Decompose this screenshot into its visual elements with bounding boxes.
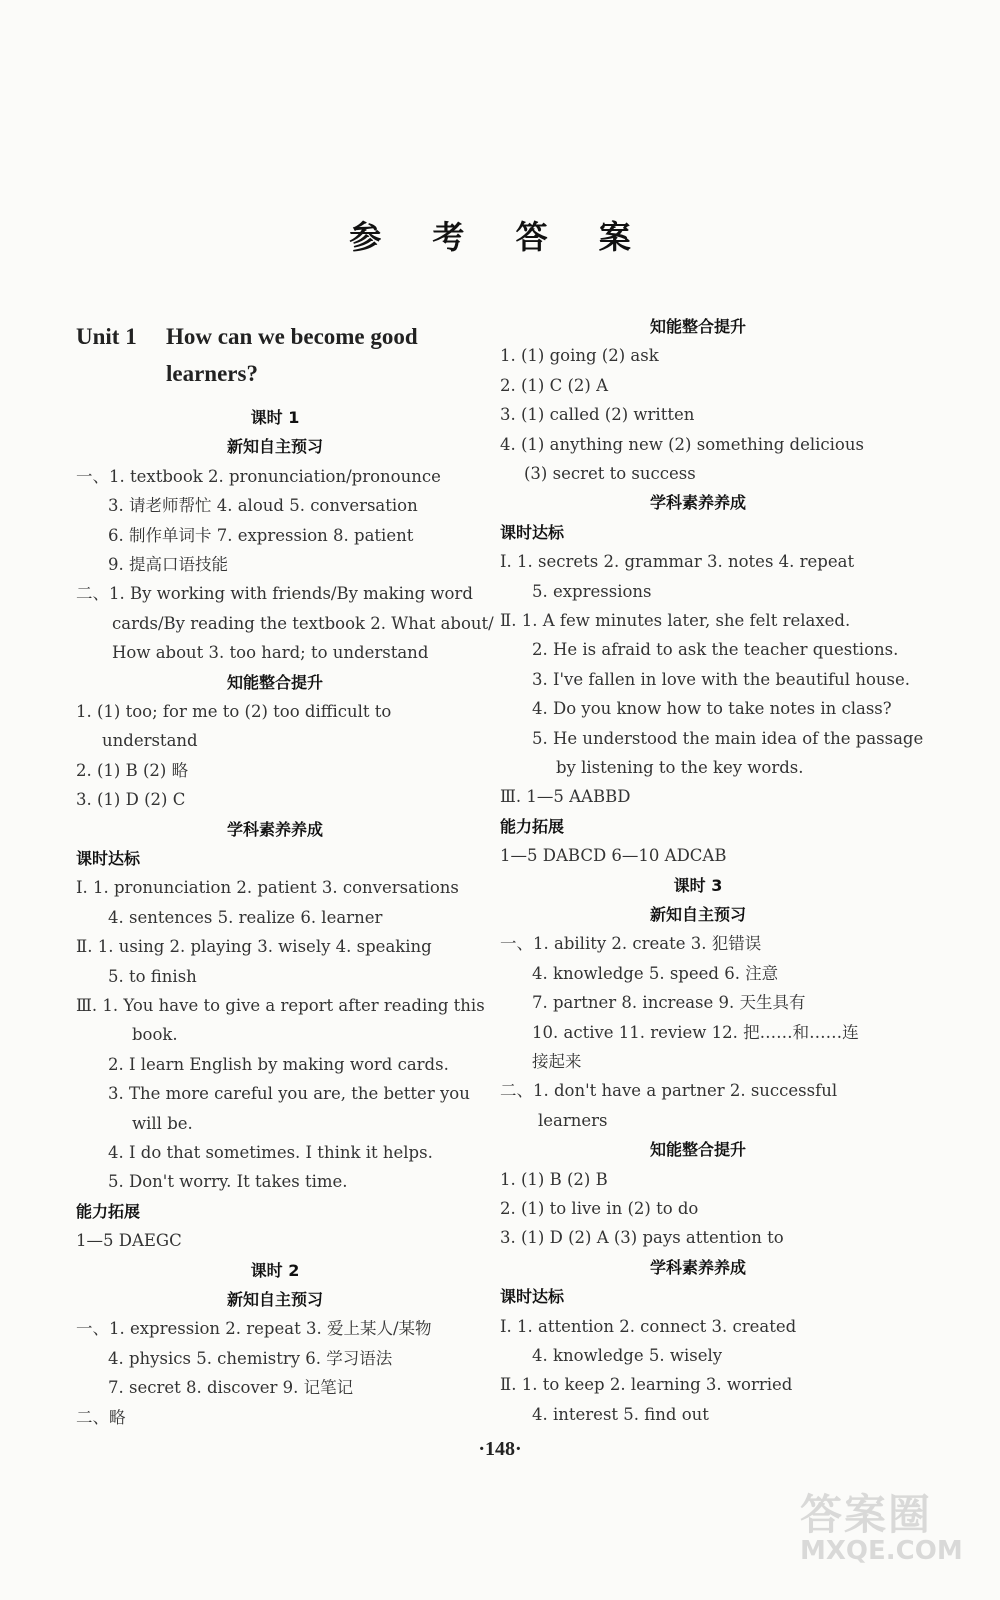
answer-line: 7. partner 8. increase 9. 天生具有 (532, 993, 806, 1013)
unit-title-line2: learners? (166, 361, 258, 386)
answer-line: 6. 制作单词卡 7. expression 8. patient (108, 525, 414, 545)
answer-line: 3. (1) called (2) written (500, 405, 695, 425)
answer-line: 3. The more careful you are, the better you (108, 1084, 470, 1104)
answer-line: 一、1. expression 2. repeat 3. 爱上某人/某物 (76, 1319, 432, 1339)
section-heading: 课时达标 (500, 1287, 565, 1307)
answer-line: Ⅰ. 1. pronunciation 2. patient 3. conversations (76, 878, 459, 898)
section-heading: 学科素养养成 (649, 493, 746, 513)
answer-line: 4. physics 5. chemistry 6. 学习语法 (108, 1348, 393, 1368)
answer-line: 1—5 DAEGC (76, 1231, 182, 1251)
answer-line: 一、1. textbook 2. pronunciation/pronounce (76, 466, 441, 486)
answer-line: 5. He understood the main idea of the passage (532, 728, 924, 748)
answer-line: 一、1. ability 2. create 3. 犯错误 (500, 934, 762, 954)
watermark-text: 答案圈 (800, 1490, 933, 1539)
answer-line: (3) secret to success (524, 464, 696, 483)
section-heading: 能力拓展 (76, 1201, 141, 1221)
page-title: 参 考 答 案 (349, 218, 651, 256)
answer-line: 7. secret 8. discover 9. 记笔记 (108, 1378, 354, 1398)
section-heading: 课时 2 (250, 1260, 300, 1280)
answer-line: will be. (132, 1113, 193, 1133)
answer-line: 5. Don't worry. It takes time. (108, 1172, 348, 1192)
unit-heading (76, 318, 474, 392)
watermark-logo (800, 1482, 980, 1582)
answer-line: 2. (1) B (2) 略 (76, 760, 189, 780)
answer-line: 4. I do that sometimes. I think it helps. (108, 1143, 433, 1162)
answer-line: 二、1. don't have a partner 2. successful (500, 1081, 838, 1101)
section-heading: 学科素养养成 (649, 1257, 746, 1277)
answer-line: 2. He is afraid to ask the teacher questions. (532, 640, 899, 660)
answer-line: Ⅱ. 1. to keep 2. learning 3. worried (500, 1375, 793, 1395)
answer-line: 2. I learn English by making word cards. (108, 1054, 449, 1074)
answer-line: by listening to the key words. (556, 758, 804, 777)
answer-line: 5. to finish (108, 966, 197, 986)
section-heading: 学科素养养成 (226, 819, 323, 839)
answer-line: 4. knowledge 5. wisely (532, 1346, 723, 1365)
answer-line: 2. (1) to live in (2) to do (500, 1199, 699, 1218)
section-heading: 新知自主预习 (649, 905, 746, 924)
page-number: ·148· (478, 1438, 522, 1460)
answer-line: 1. (1) going (2) ask (500, 346, 659, 366)
answer-line: 1. (1) too; for me to (2) too difficult to (76, 702, 392, 721)
section-heading: 课时 3 (673, 875, 723, 895)
answer-line: cards/By reading the textbook 2. What about/ (112, 613, 494, 633)
answer-line: 10. active 11. review 12. 把……和……连 (532, 1022, 859, 1042)
unit-number: Unit 1 (76, 324, 137, 349)
answer-line: 4. (1) anything new (2) something delicious (500, 434, 864, 454)
unit-title-line1: How can we become good (166, 324, 418, 349)
answer-line: 4. interest 5. find out (532, 1404, 709, 1424)
answer-line: How about 3. too hard; to understand (112, 643, 429, 663)
section-heading: 知能整合提升 (649, 317, 746, 336)
answer-line: 9. 提高口语技能 (108, 555, 228, 574)
answer-line: Ⅰ. 1. attention 2. connect 3. created (500, 1316, 797, 1336)
section-heading: 课时 1 (250, 408, 300, 427)
section-heading: 知能整合提升 (226, 672, 323, 692)
answer-line: 二、略 (76, 1407, 126, 1427)
answer-line: Ⅰ. 1. secrets 2. grammar 3. notes 4. repeat (500, 552, 855, 572)
answer-line: 2. (1) C (2) A (500, 375, 609, 395)
answer-line: 1—5 DABCD 6—10 ADCAB (500, 846, 727, 866)
answer-line: 3. I've fallen in love with the beautiful house. (532, 669, 910, 689)
answer-line: 5. expressions (532, 581, 652, 601)
answer-line: learners (538, 1110, 608, 1130)
section-heading: 知能整合提升 (649, 1140, 746, 1160)
section-heading: 新知自主预习 (226, 437, 323, 457)
answer-line: 4. knowledge 5. speed 6. 注意 (532, 963, 779, 983)
answer-line: 4. Do you know how to take notes in class? (532, 699, 892, 719)
answer-line: Ⅱ. 1. A few minutes later, she felt relaxed. (500, 611, 851, 630)
answer-line: 4. sentences 5. realize 6. learner (108, 907, 383, 927)
answer-line: Ⅲ. 1—5 AABBD (500, 787, 631, 807)
answer-line: 3. 请老师帮忙 4. aloud 5. conversation (108, 496, 418, 516)
answer-line: Ⅱ. 1. using 2. playing 3. wisely 4. speaking (76, 937, 432, 957)
watermark-domain: MXQE.COM (800, 1536, 963, 1566)
answer-line: 3. (1) D (2) A (3) pays attention to (500, 1228, 784, 1248)
section-heading: 课时达标 (76, 849, 141, 868)
answer-line: understand (102, 731, 198, 751)
answer-line: 3. (1) D (2) C (76, 790, 186, 810)
section-heading: 新知自主预习 (226, 1290, 323, 1309)
section-heading: 能力拓展 (500, 816, 565, 836)
answer-line: 二、1. By working with friends/By making word (76, 584, 473, 604)
answer-line: 1. (1) B (2) B (500, 1169, 608, 1189)
section-heading: 课时达标 (500, 522, 565, 542)
answer-line: Ⅲ. 1. You have to give a report after reading this (76, 996, 485, 1015)
answer-line: book. (132, 1025, 178, 1045)
answer-line: 接起来 (532, 1052, 582, 1071)
